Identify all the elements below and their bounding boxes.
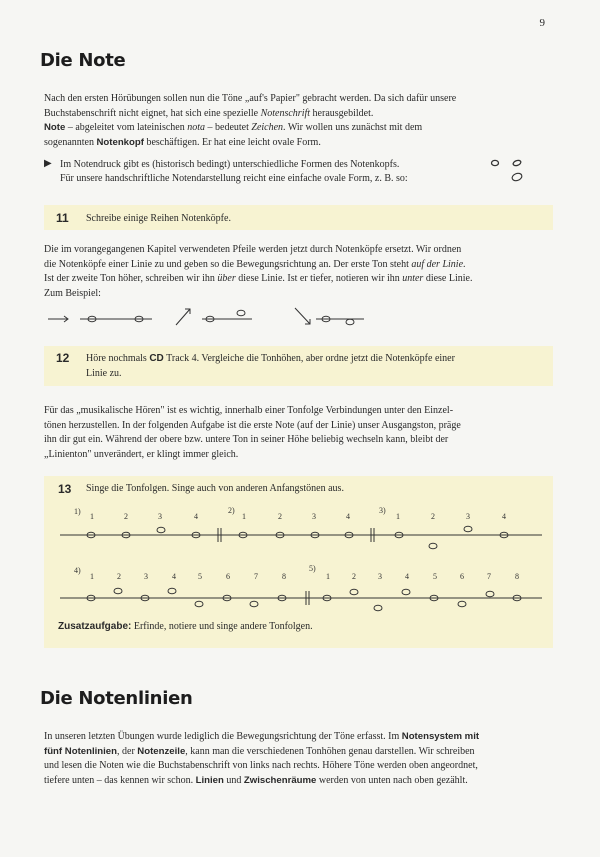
beat-number: 3 — [378, 572, 382, 581]
beat-number: 4 — [502, 512, 506, 521]
beat-number: 8 — [515, 572, 519, 581]
additional-task-text: Erfinde, notiere und singe andere Tonfolgen. — [131, 621, 313, 632]
paragraph-line: Die im vorangegangenen Kapitel verwendeten Pfeile werden jetzt durch Notenköpfe ersetzt. Wir ordnen — [44, 244, 462, 255]
text: die Notenköpfe einer Linie zu und geben so die Bewegungsrichtung an. Der erste Ton steht — [44, 258, 412, 270]
arrow-down-icon — [295, 308, 310, 324]
beat-number: 1 — [90, 572, 94, 581]
term-notenkopf: Notenkopf — [96, 136, 144, 148]
term-bold: Linien — [195, 774, 224, 786]
beat-number: 7 — [487, 572, 491, 581]
text-italic: Notenschrift — [260, 107, 311, 119]
paragraph-line — [44, 745, 544, 760]
paragraph-line: Für das „musikalische Hören" ist es wichtig, innerhalb einer Tonfolge Verbindungen unter den Einzel- — [44, 405, 454, 416]
text: , kann man die verschiedenen Tonhöhen genau darstellen. Wir schreiben — [185, 745, 475, 757]
intro-paragraph — [44, 92, 544, 150]
exercise-12-box — [44, 346, 553, 386]
beat-number: 5 — [433, 572, 437, 581]
text: Track 4. Vergleiche die Tonhöhen, aber ordne jetzt die Notenköpfe einer — [163, 353, 455, 364]
text: und — [223, 774, 244, 786]
beat-number: 7 — [254, 572, 258, 581]
tone-sequences — [44, 476, 553, 621]
text: . — [463, 258, 466, 270]
text-italic: auf der Linie — [411, 258, 464, 270]
beat-number: 2 — [431, 512, 435, 521]
arrow-to-note-example — [44, 300, 374, 335]
sequence-label: 4) — [74, 566, 81, 575]
paragraph-line: Zum Beispiel: — [44, 287, 101, 299]
text: werden von unten nach oben gezählt. — [316, 774, 468, 786]
notehead-examples-icon — [486, 156, 546, 188]
text: – abgeleitet vom lateinischen — [65, 122, 188, 133]
beat-number: 5 — [198, 572, 202, 581]
exercise-11-box — [44, 205, 553, 230]
sequence-label: 1) — [74, 507, 81, 516]
additional-task — [58, 621, 313, 632]
text: tiefere unten – das kennen wir schon. — [44, 774, 196, 786]
text: diese Linie. — [423, 273, 473, 284]
beat-number: 2 — [124, 512, 128, 521]
beat-number: 1 — [242, 512, 246, 521]
sequence-label: 3) — [379, 506, 386, 515]
exercise-line — [86, 351, 541, 366]
intro-line — [44, 107, 544, 122]
text: beschäftigen. Er hat eine leicht ovale Form. — [143, 136, 321, 148]
paragraph-line — [44, 730, 544, 745]
paragraph-line — [44, 774, 544, 789]
text: , der — [117, 745, 138, 757]
beat-number: 2 — [278, 512, 282, 521]
beat-number: 1 — [396, 512, 400, 521]
text: Ist der zweite Ton höher, schreiben wir ihn — [44, 273, 218, 284]
beat-number: 3 — [158, 512, 162, 521]
text-italic: über — [217, 273, 236, 284]
beat-number: 3 — [312, 512, 316, 521]
text: sogenannten — [44, 136, 97, 148]
beat-number: 4 — [346, 512, 350, 521]
beat-number: 6 — [460, 572, 464, 581]
paragraph-line: ihn dir gut ein. Während der obere bzw. untere Ton in seiner Höhe beliebig wechseln kann, bleibt der — [44, 434, 449, 445]
paragraph-line — [44, 272, 544, 287]
beat-number: 4 — [405, 572, 409, 581]
exercise-text — [86, 351, 541, 381]
beat-number: 1 — [90, 512, 94, 521]
bullet-arrow-icon: ▶ — [44, 158, 52, 169]
text-italic: Zeichen — [251, 122, 284, 133]
beat-number: 2 — [117, 572, 121, 581]
paragraph-line: „Linienton" unverändert, er klingt immer gleich. — [44, 448, 239, 460]
beat-number: 3 — [144, 572, 148, 581]
paragraph-line: und lesen die Noten wie die Buchstabenschrift von links nach rechts. Höhere Töne werden oben angeordnet, — [44, 760, 478, 771]
intro-line: Nach den ersten Hörübungen sollen nun die Töne „auf's Papier" gebracht werden. Da sich dafür unsere — [44, 93, 457, 104]
exercise-number: 13 — [58, 482, 72, 496]
sequence-label: 5) — [309, 564, 316, 573]
beat-number: 8 — [282, 572, 286, 581]
paragraph-line: tönen herzustellen. In der folgenden Aufgabe ist die erste Note (auf der Linie) unser Ausgangston, präge — [44, 419, 461, 431]
term-note: Note — [44, 122, 66, 133]
text: . Wir wollen uns zunächst mit dem — [283, 122, 423, 133]
term-bold: Notensystem mit — [401, 731, 480, 742]
section-title-notenlinien: Die Notenlinien — [40, 688, 193, 709]
paragraph-line — [44, 258, 544, 273]
hearing-paragraph — [44, 404, 544, 462]
arrows-paragraph — [44, 243, 544, 301]
bullet-line: Für unsere handschriftliche Notendarstellung reicht eine einfache ovale Form, z. B. so: — [60, 173, 408, 184]
text: In unseren letzten Übungen wurde lediglich die Bewegungsrichtung der Töne erfasst. Im — [44, 731, 402, 742]
beat-number: 4 — [172, 572, 176, 581]
exercise-text: Singe die Tonfolgen. Singe auch von anderen Anfangstönen aus. — [86, 483, 344, 494]
beat-number: 2 — [352, 572, 356, 581]
term-bold: Notenzeile — [137, 745, 186, 757]
text: Buchstabenschrift nicht eignet, hat sich eine spezielle — [44, 107, 261, 119]
sequence-label: 2) — [228, 506, 235, 515]
staff-paragraph — [44, 730, 544, 788]
intro-line — [44, 121, 544, 136]
text: herausgebildet. — [310, 107, 374, 119]
exercise-number: 12 — [56, 351, 70, 365]
text-bold: CD — [149, 353, 164, 364]
text: – bedeutet — [205, 122, 252, 133]
exercise-line: Linie zu. — [86, 368, 122, 379]
text: diese Linie. Ist er tiefer, notieren wir ihn — [235, 273, 403, 284]
beat-number: 3 — [466, 512, 470, 521]
text-italic: unter — [402, 273, 424, 284]
intro-line — [44, 136, 544, 151]
term-bold: Zwischenräume — [243, 774, 317, 786]
page-number: 9 — [539, 17, 545, 29]
beat-number: 4 — [194, 512, 198, 521]
additional-task-label: Zusatzaufgabe: — [58, 621, 132, 632]
text: Höre nochmals — [86, 353, 150, 364]
exercise-text: Schreibe einige Reihen Notenköpfe. — [86, 213, 231, 224]
exercise-number: 11 — [56, 211, 69, 225]
arrow-up-icon — [176, 309, 190, 325]
term-bold: fünf Notenlinien — [44, 745, 118, 757]
exercise-13-box — [44, 476, 553, 648]
beat-number: 6 — [226, 572, 230, 581]
beat-number: 1 — [326, 572, 330, 581]
section-title-note: Die Note — [40, 50, 126, 71]
text-italic: nota — [187, 122, 206, 133]
bullet-line: Im Notendruck gibt es (historisch bedingt) unterschiedliche Formen des Notenkopfs. — [60, 159, 400, 170]
